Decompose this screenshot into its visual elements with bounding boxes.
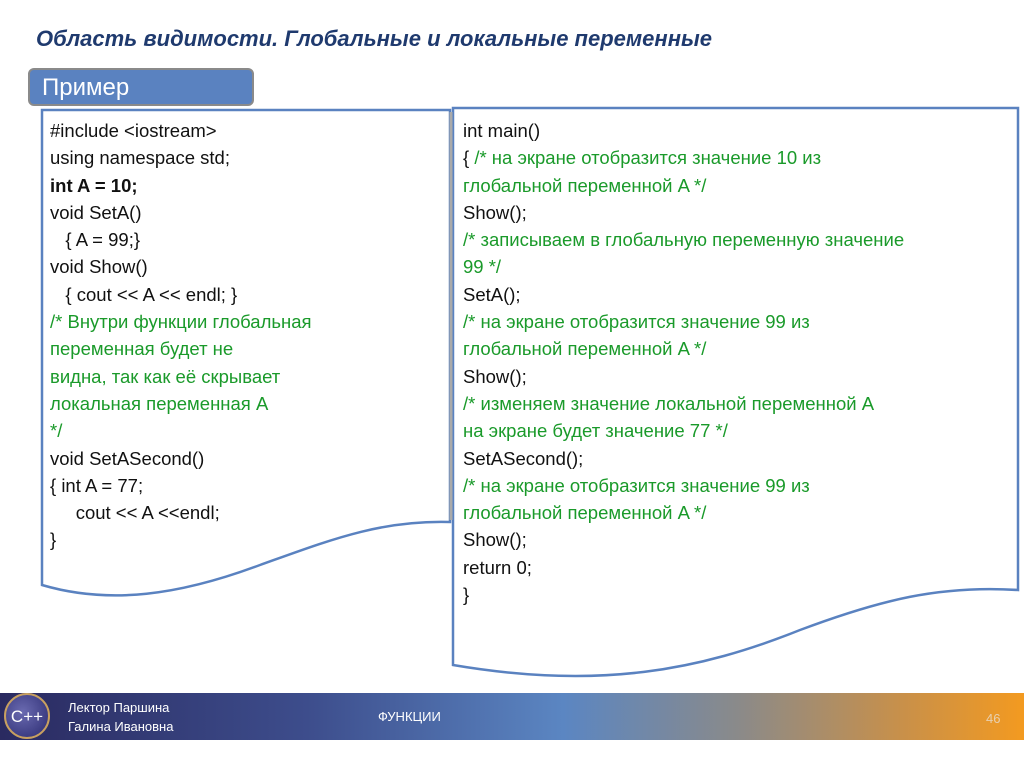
- code-text: { A = 99;}: [50, 229, 141, 251]
- code-text: SetA();: [463, 283, 521, 305]
- code-line: [50, 199, 312, 226]
- code-line: [463, 253, 904, 280]
- code-text: }: [463, 584, 470, 606]
- code-line: [463, 499, 904, 526]
- page-number: 46: [986, 711, 1001, 726]
- code-line: [463, 363, 904, 390]
- code-text: void SetASecond(): [50, 447, 205, 469]
- code-line: [463, 526, 904, 553]
- code-line: [463, 445, 904, 472]
- section-name: ФУНКЦИИ: [378, 709, 441, 724]
- code-comment: /* на экране отобразится значение 10 из: [474, 147, 822, 169]
- code-line: [50, 253, 312, 280]
- code-line: [463, 226, 904, 253]
- code-line: [463, 308, 904, 335]
- code-line: [463, 554, 904, 581]
- code-line: [463, 117, 904, 144]
- code-line: [463, 199, 904, 226]
- code-line: [463, 335, 904, 362]
- code-text: 99 */: [463, 256, 502, 278]
- code-text: { cout << A << endl; }: [50, 283, 238, 305]
- code-text: /* записываем в глобальную переменную значение: [463, 229, 905, 251]
- code-line: [463, 281, 904, 308]
- code-line: [50, 445, 312, 472]
- code-text: локальная переменная A: [50, 392, 269, 414]
- right-code-block: [463, 117, 904, 608]
- code-line: [463, 172, 904, 199]
- code-text: /* Внутри функции глобальная: [50, 311, 312, 333]
- left-code-block: [50, 117, 312, 554]
- code-text: */: [50, 420, 63, 442]
- code-line: [50, 117, 312, 144]
- code-text: int main(): [463, 120, 541, 141]
- code-line: [463, 390, 904, 417]
- slide-title: Область видимости. Глобальные и локальные переменные: [36, 26, 713, 51]
- cpp-logo: C++: [4, 693, 50, 739]
- code-line: [463, 144, 904, 171]
- code-line: [50, 172, 312, 199]
- author: [68, 698, 173, 736]
- code-text: Show();: [463, 201, 527, 223]
- code-line: [50, 281, 312, 308]
- code-text: переменная будет не: [50, 338, 234, 360]
- code-line: [50, 363, 312, 390]
- code-line: [50, 308, 312, 335]
- code-line: [50, 335, 312, 362]
- code-text: на экране будет значение 77 */: [463, 420, 728, 442]
- code-line: [50, 417, 312, 444]
- code-line: [50, 526, 312, 553]
- code-line: [463, 581, 904, 608]
- code-text: глобальной переменной A */: [463, 174, 707, 196]
- author-line-2: Галина Ивановна: [68, 719, 174, 734]
- code-text: {: [463, 147, 475, 169]
- code-line: [50, 499, 312, 526]
- code-line: [50, 144, 312, 171]
- code-line: [463, 472, 904, 499]
- code-line: [50, 226, 312, 253]
- code-text: /* на экране отобразится значение 99 из: [463, 474, 810, 496]
- code-text: глобальной переменной A */: [463, 502, 707, 524]
- code-text: глобальной переменной A */: [463, 338, 707, 360]
- code-text: Show();: [463, 529, 527, 551]
- code-text: void Show(): [50, 256, 148, 278]
- code-text: видна, так как её скрывает: [50, 365, 281, 387]
- code-text: { int A = 77;: [50, 474, 144, 496]
- code-text: #include <iostream>: [50, 120, 217, 141]
- code-line: [50, 472, 312, 499]
- code-text: /* изменяем значение локальной переменной A: [463, 392, 875, 414]
- code-text: }: [50, 529, 57, 551]
- code-text: using namespace std;: [50, 147, 230, 169]
- code-text: void SetA(): [50, 201, 142, 223]
- example-tag: Пример: [28, 68, 254, 106]
- code-text: SetASecond();: [463, 447, 584, 469]
- author-line-1: Лектор Паршина: [68, 700, 170, 715]
- code-text: return 0;: [463, 556, 532, 578]
- code-text: int A = 10;: [50, 174, 138, 196]
- code-line: [463, 417, 904, 444]
- code-text: Show();: [463, 365, 527, 387]
- code-text: cout << A <<endl;: [50, 502, 220, 524]
- code-text: /* на экране отобразится значение 99 из: [463, 311, 810, 333]
- code-line: [50, 390, 312, 417]
